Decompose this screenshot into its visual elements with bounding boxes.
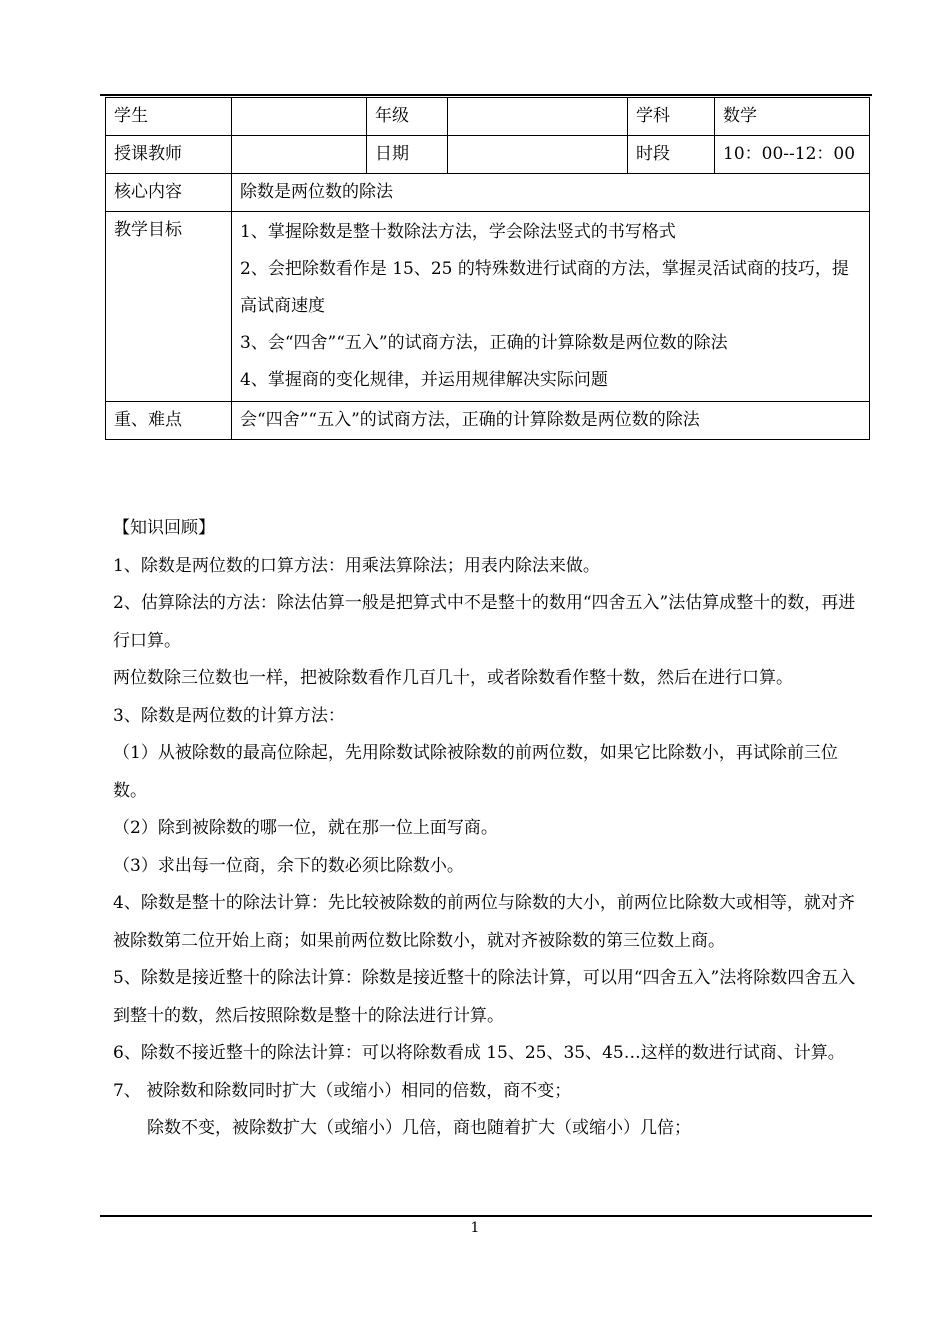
paragraph: 3、除数是两位数的计算方法： (113, 705, 345, 726)
paragraph: （2）除到被除数的哪一位，就在那一位上面写商。 (113, 818, 498, 838)
paragraph: 5、除数是接近整十的除法计算：除数是接近整十的除法计算，可以用“四舍五入”法将除数四舍五入到整十的数，然后按照除数是整十的除法进行计算。 (113, 968, 856, 1026)
core-content-label: 核心内容 (106, 174, 232, 212)
paragraph: 1、除数是两位数的口算方法：用乘法算除法；用表内除法来做。 (113, 555, 600, 576)
table-row (106, 136, 870, 174)
period-value: 10：00--12：00 (715, 136, 870, 174)
table-row (106, 212, 870, 402)
paragraph: （1）从被除数的最高位除起，先用除数试除被除数的前两位数，如果它比除数小，再试除前三位数。 (113, 743, 838, 801)
subject-label: 学科 (628, 98, 715, 136)
grade-value (448, 98, 628, 136)
section-heading: 【知识回顾】 (113, 518, 215, 538)
paragraph: 2、估算除法的方法：除法估算一般是把算式中不是整十的数用“四舍五入”法估算成整十的数，再进行口算。 (113, 593, 856, 651)
subject-value: 数学 (715, 98, 870, 136)
header-rule (100, 94, 872, 96)
paragraph: 两位数除三位数也一样，把被除数看作几百几十，或者除数看作整十数，然后在进行口算。 (113, 668, 793, 688)
goal-item: 4、掌握商的变化规律，并运用规律解决实际问题 (240, 370, 608, 390)
table-row (106, 174, 870, 212)
table-row (106, 402, 870, 440)
paragraph: 4、除数是整十的除法计算：先比较被除数的前两位与除数的大小，前两位比除数大或相等，就对齐被除数第二位开始上商；如果前两位数比除数小，就对齐被除数的第三位数上商。 (113, 893, 855, 951)
footer-rule (100, 1215, 872, 1217)
period-label: 时段 (628, 136, 715, 174)
student-value (232, 98, 367, 136)
page-number: 1 (470, 1220, 480, 1236)
lesson-info-table (105, 97, 870, 440)
paragraph: （3）求出每一位商，余下的数必须比除数小。 (113, 855, 464, 876)
student-label: 学生 (106, 98, 232, 136)
goal-item: 2、会把除数看作是 15、25 的特殊数进行试商的方法，掌握灵活试商的技巧，提高试商速度 (240, 259, 849, 316)
teacher-value (232, 136, 367, 174)
teacher-label: 授课教师 (106, 136, 232, 174)
knowledge-review (113, 510, 865, 1148)
key-points-label: 重、难点 (106, 402, 232, 440)
key-points-value: 会“四舍”“五入”的试商方法，正确的计算除数是两位数的除法 (232, 402, 870, 440)
date-value (448, 136, 628, 174)
date-label: 日期 (367, 136, 448, 174)
table-row (106, 98, 870, 136)
teaching-goals-label: 教学目标 (106, 212, 232, 402)
core-content-value: 除数是两位数的除法 (232, 174, 870, 212)
paragraph: 6、除数不接近整十的除法计算：可以将除数看成 15、25、35、45…这样的数进行试商、计算。 (113, 1043, 845, 1063)
paragraph: 除数不变，被除数扩大（或缩小）几倍，商也随着扩大（或缩小）几倍； (147, 1118, 691, 1138)
goal-item: 1、掌握除数是整十数除法方法，学会除法竖式的书写格式 (240, 222, 676, 242)
teaching-goals-list (232, 212, 870, 402)
grade-label: 年级 (367, 98, 448, 136)
goal-item: 3、会“四舍”“五入”的试商方法，正确的计算除数是两位数的除法 (240, 333, 728, 353)
paragraph: 7、 被除数和除数同时扩大（或缩小）相同的倍数，商不变； (113, 1080, 572, 1101)
